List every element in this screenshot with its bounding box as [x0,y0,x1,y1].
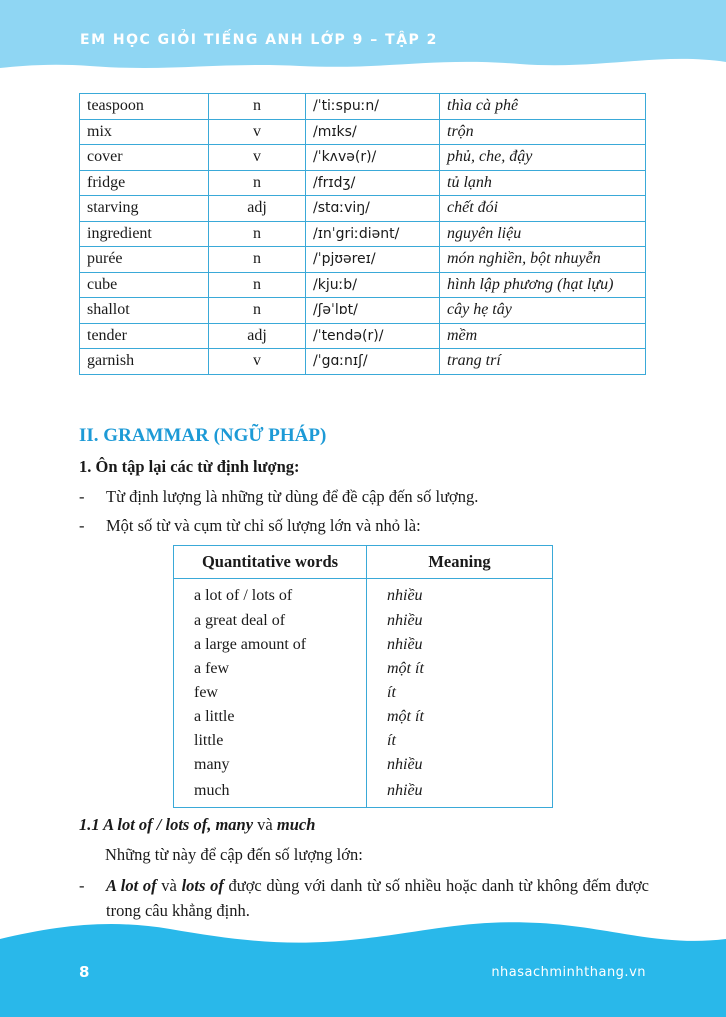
bullet-dash: - [79,487,85,506]
quant-word: a lot of / lots of [174,579,367,610]
bullet-item [79,516,421,536]
vocab-row [80,145,646,171]
quant-meaning: ít [367,729,553,753]
vocab-meaning: mềm [440,323,646,349]
quant-row [174,705,553,729]
vocab-ipa: /ˈtendə(r)/ [306,323,440,349]
subsection-title: 1. Ôn tập lại các từ định lượng: [79,457,300,476]
quant-meaning: một ít [367,705,553,729]
quant-row [174,729,553,753]
vocab-row [80,298,646,324]
quant-word: little [174,729,367,753]
vocab-meaning: chết đói [440,196,646,222]
quant-row [174,657,553,681]
vocab-word: garnish [80,349,209,375]
vocab-row [80,349,646,375]
vocab-meaning: hình lập phương (hạt lựu) [440,272,646,298]
quant-meaning: nhiều [367,633,553,657]
vocab-ipa: /ˈpjʊəreɪ/ [306,247,440,273]
vocab-row [80,221,646,247]
vocab-word: purée [80,247,209,273]
quant-meaning: một ít [367,657,553,681]
vocab-row [80,323,646,349]
vocab-word: cover [80,145,209,171]
quant-word: much [174,777,367,808]
vocab-pos: n [209,94,306,120]
bullet-text: Một số từ và cụm từ chỉ số lượng lớn và nhỏ là: [106,516,421,535]
vocab-ipa: /ˈgɑːnɪʃ/ [306,349,440,375]
quant-meaning: ít [367,681,553,705]
vocab-pos: n [209,298,306,324]
vocab-word: starving [80,196,209,222]
quant-word: many [174,753,367,777]
vocab-ipa: /kjuːb/ [306,272,440,298]
paragraph: Những từ này để cập đến số lượng lớn: [105,845,363,864]
subsection-1-1-title: 1.1 A lot of / lots of, many và much [79,815,316,834]
website-url: nhasachminhthang.vn [491,965,646,980]
section-title: II. GRAMMAR (NGỮ PHÁP) [79,425,327,446]
header-meaning: Meaning [367,546,553,579]
bullet-dash: - [79,876,85,895]
quant-row [174,777,553,808]
vocab-word: shallot [80,298,209,324]
quant-meaning: nhiều [367,579,553,610]
vocab-word: ingredient [80,221,209,247]
vocab-ipa: /frɪdʒ/ [306,170,440,196]
quant-word: few [174,681,367,705]
vocab-ipa: /ˈkʌvə(r)/ [306,145,440,171]
vocab-meaning: tủ lạnh [440,170,646,196]
quant-row [174,579,553,610]
quant-word: a little [174,705,367,729]
vocab-pos: n [209,272,306,298]
bullet-item [79,873,649,923]
vocab-meaning: trang trí [440,349,646,375]
bullet-text: Từ định lượng là những từ dùng để đề cập đến số lượng. [106,487,479,506]
vocab-pos: v [209,145,306,171]
bullet-text: A lot of và lots of được dùng với danh từ số nhiều hoặc danh từ không đếm được trong câu khẳng định. [106,876,649,920]
vocab-meaning: phủ, che, đậy [440,145,646,171]
vocab-row [80,272,646,298]
vocab-word: tender [80,323,209,349]
vocab-row [80,94,646,120]
bullet-dash: - [79,516,85,535]
vocab-ipa: /ˈtiːspuːn/ [306,94,440,120]
vocab-pos: n [209,170,306,196]
book-title: EM HỌC GIỎI TIẾNG ANH LỚP 9 – TẬP 2 [80,32,438,48]
vocab-meaning: trộn [440,119,646,145]
vocab-row [80,247,646,273]
quant-row [174,681,553,705]
vocab-meaning: món nghiền, bột nhuyễn [440,247,646,273]
vocab-pos: v [209,349,306,375]
vocab-word: mix [80,119,209,145]
vocab-row [80,119,646,145]
vocab-word: fridge [80,170,209,196]
bullet-item [79,487,478,507]
quant-word: a large amount of [174,633,367,657]
quant-row [174,609,553,633]
vocab-row [80,170,646,196]
vocab-pos: adj [209,196,306,222]
quant-meaning: nhiều [367,609,553,633]
quant-meaning: nhiều [367,753,553,777]
vocab-ipa: /mɪks/ [306,119,440,145]
page-number: 8 [79,963,90,981]
quant-word: a few [174,657,367,681]
vocab-meaning: cây hẹ tây [440,298,646,324]
header-quantitative-words: Quantitative words [174,546,367,579]
vocab-meaning: thìa cà phê [440,94,646,120]
vocab-pos: n [209,221,306,247]
vocab-pos: adj [209,323,306,349]
vocab-pos: v [209,119,306,145]
vocab-ipa: /ɪnˈgriːdiənt/ [306,221,440,247]
vocab-row [80,196,646,222]
quant-meaning: nhiều [367,777,553,808]
vocab-word: cube [80,272,209,298]
quant-row [174,753,553,777]
vocab-ipa: /ʃəˈlɒt/ [306,298,440,324]
vocab-meaning: nguyên liệu [440,221,646,247]
vocabulary-table [79,93,646,375]
vocab-ipa: /stɑːviŋ/ [306,196,440,222]
quant-row [174,633,553,657]
vocab-word: teaspoon [80,94,209,120]
vocab-pos: n [209,247,306,273]
quantitative-words-table [173,545,553,808]
quant-word: a great deal of [174,609,367,633]
